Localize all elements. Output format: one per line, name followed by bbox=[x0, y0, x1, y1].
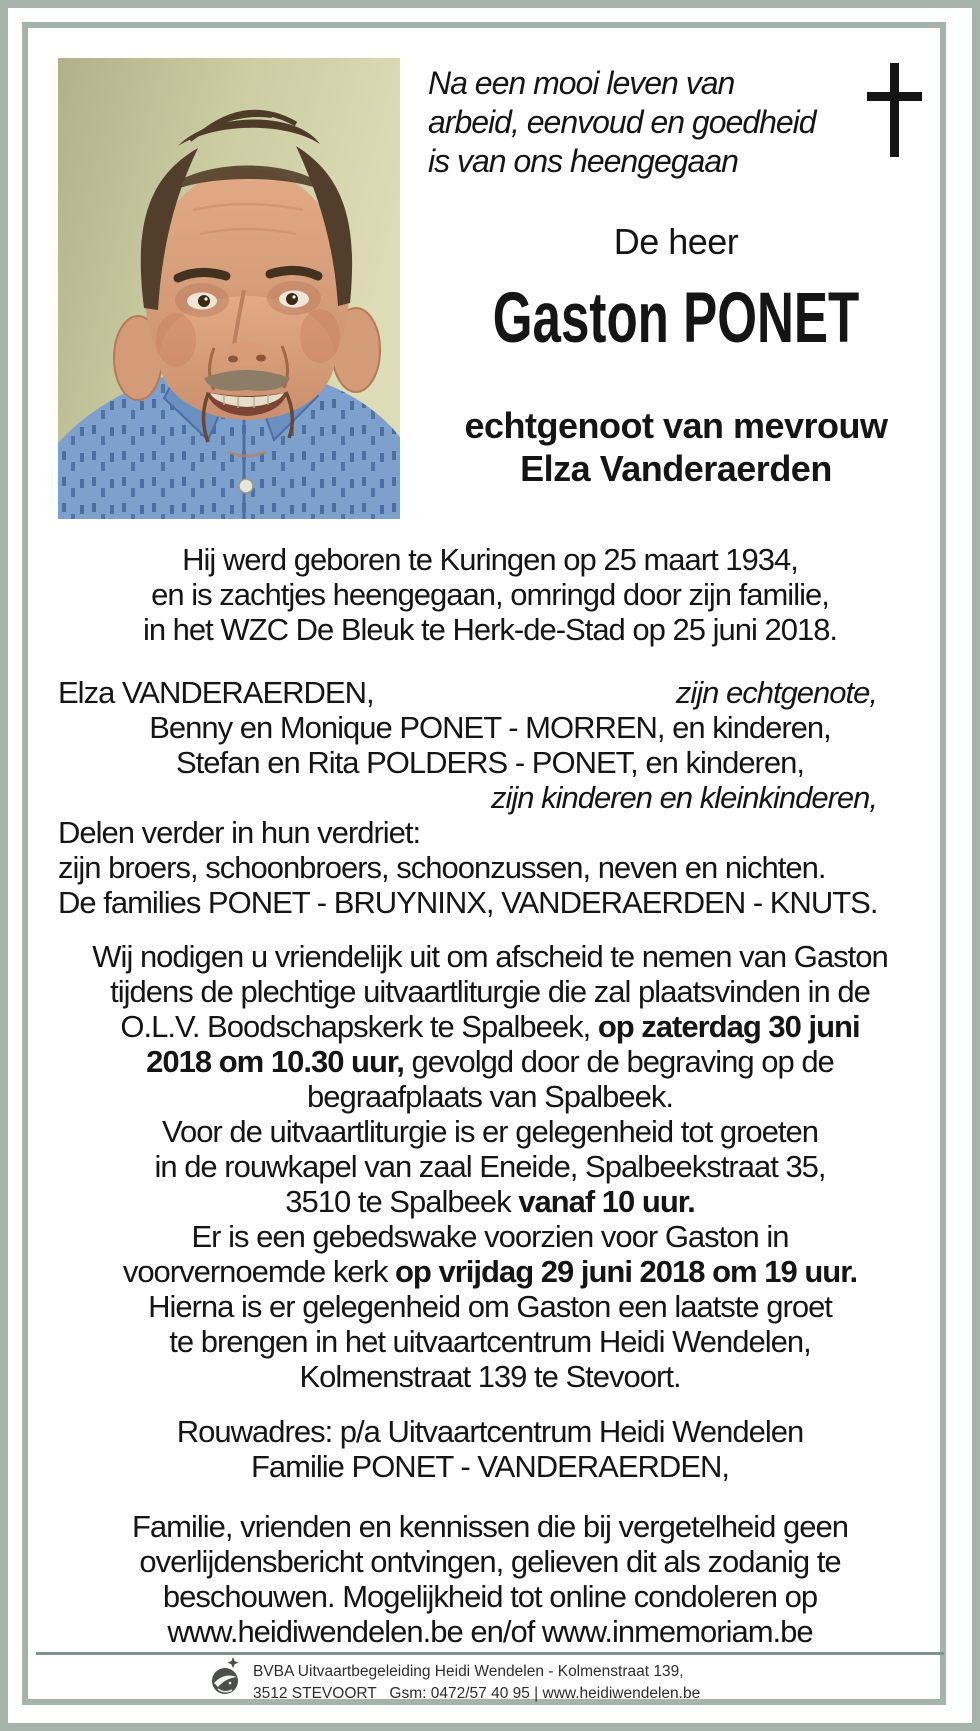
text-line: in de rouwkapel van zaal Eneide, Spalbeekstraat 35, bbox=[154, 1149, 826, 1184]
service-details bbox=[58, 939, 922, 1394]
epigraph bbox=[428, 64, 858, 181]
text-line: O.L.V. Boodschapskerk te Spalbeek, op zaterdag 30 juni bbox=[120, 1009, 860, 1044]
spouse-name: Elza VANDERAERDEN, bbox=[58, 675, 374, 710]
family-mourning bbox=[58, 815, 922, 920]
text-line: Stefan en Rita POLDERS - PONET, en kinderen, bbox=[176, 745, 804, 780]
salutation: De heer bbox=[613, 221, 739, 262]
text-line: 3510 te Spalbeek vanaf 10 uur. bbox=[285, 1184, 695, 1219]
text-line: is van ons heengegaan bbox=[428, 143, 738, 179]
family-children bbox=[58, 710, 922, 780]
text-line: 3512 STEVOORT Gsm: 0472/57 40 95 | www.heidiwendelen.be bbox=[253, 1685, 701, 1702]
text-line: Hierna is er gelegenheid om Gaston een laatste groet bbox=[148, 1289, 832, 1324]
text-line: Hij werd geboren te Kuringen op 25 maart 1934, bbox=[182, 542, 798, 577]
text-line: 2018 om 10.30 uur, gevolgd door de begraving op de bbox=[146, 1044, 834, 1079]
text-line: en is zachtjes heengegaan, omringd door zijn familie, bbox=[151, 577, 829, 612]
deceased-name: Gaston PONET bbox=[492, 279, 860, 358]
family-list bbox=[58, 675, 922, 920]
text-line: Voor de uitvaartliturgie is er gelegenheid tot groeten bbox=[161, 1114, 819, 1149]
funeral-home-logo bbox=[211, 1656, 243, 1698]
text-line: zijn broers, schoonbroers, schoonzussen, neven en nichten. bbox=[58, 850, 826, 885]
text-line: Er is een gebedswake voorzien voor Gaston in bbox=[191, 1219, 789, 1254]
text-line: tijdens de plechtige uitvaartliturgie die zal plaatsvinden in de bbox=[110, 974, 870, 1009]
text-line: arbeid, eenvoud en goedheid bbox=[428, 104, 816, 140]
text-line: Elza Vanderaerden bbox=[520, 448, 832, 489]
spouse-role: zijn echtgenote, bbox=[675, 675, 877, 710]
cross-icon bbox=[867, 63, 922, 157]
spouse-relation bbox=[400, 404, 952, 490]
portrait-photo bbox=[58, 58, 400, 519]
text-line: Delen verder in hun verdriet: bbox=[58, 815, 421, 850]
text-line: Benny en Monique PONET - MORREN, en kinderen, bbox=[149, 710, 831, 745]
mourning-address bbox=[58, 1414, 922, 1484]
text-line: in het WZC De Bleuk te Herk-de-Stad op 25 juni 2018. bbox=[142, 612, 838, 647]
text-line: Familie PONET - VANDERAERDEN, bbox=[251, 1449, 729, 1484]
text-line: voorvernoemde kerk op vrijdag 29 juni 2018 om 19 uur. bbox=[122, 1254, 858, 1289]
forgetfulness-notice bbox=[58, 1509, 922, 1649]
text-line: Kolmenstraat 139 te Stevoort. bbox=[299, 1359, 681, 1394]
text-line: Na een mooi leven van bbox=[428, 65, 735, 101]
text-line: Familie, vrienden en kennissen die bij vergetelheid geen bbox=[131, 1509, 849, 1544]
text-line: begraafplaats van Spalbeek. bbox=[307, 1079, 673, 1114]
family-row-spouse bbox=[58, 675, 922, 710]
text-line: Wij nodigen u vriendelijk uit om afscheid te nemen van Gaston bbox=[92, 939, 888, 974]
biography bbox=[58, 542, 922, 647]
text-line: te brengen in het uitvaartcentrum Heidi Wendelen, bbox=[169, 1324, 811, 1359]
text-line: overlijdensbericht ontvingen, gelieven dit als zodanig te bbox=[139, 1544, 841, 1579]
family-grandchildren: zijn kinderen en kleinkinderen, bbox=[490, 780, 877, 815]
text-line: echtgenoot van mevrouw bbox=[464, 405, 888, 446]
text-line: De families PONET - BRUYNINX, VANDERAERDEN - KNUTS. bbox=[58, 885, 878, 920]
text-line: Rouwadres: p/a Uitvaartcentrum Heidi Wendelen bbox=[176, 1414, 804, 1449]
text-line: BVBA Uitvaartbegeleiding Heidi Wendelen - Kolmenstraat 139, bbox=[253, 1663, 684, 1680]
funeral-home-contact bbox=[253, 1661, 873, 1705]
text-line: beschouwen. Mogelijkheid tot online condoleren op bbox=[162, 1579, 818, 1614]
text-line: www.heidiwendelen.be en/of www.inmemoriam.be bbox=[167, 1614, 813, 1649]
footer-divider bbox=[36, 1652, 944, 1655]
